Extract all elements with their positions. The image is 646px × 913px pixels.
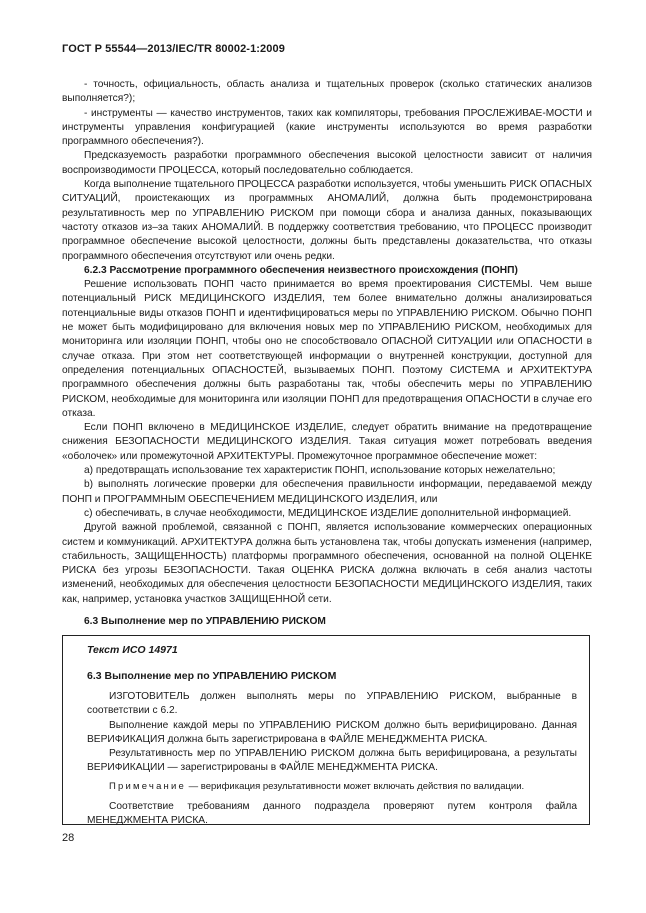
quote-label: Текст ИСО 14971 — [87, 644, 178, 656]
quote-paragraph: Результативность мер по УПРАВЛЕНИЮ РИСКОМ должна быть верифицирована, а результаты ВЕРИФИКАЦИИ — зарегистрированы в ФАЙЛЕ МЕНЕДЖМЕНТА РИСКА. — [87, 748, 577, 774]
paragraph: - точность, официальность, область анализа и тщательных проверок (сколько статических анализов выполняется?); — [62, 79, 592, 105]
page-number: 28 — [62, 832, 75, 844]
paragraph: Когда выполнение тщательного ПРОЦЕССА разработки используется, чтобы уменьшить РИСК ОПАСНЫХ СИТУАЦИЙ, проистекающих из программных АНОМАЛИЙ, должна быть продемонстрирована результативность мер по УПРАВЛЕНИЮ РИСКОМ при помощи сбора и анализа данных, показывающих частоту отказов из–за таких АНОМАЛИЙ. В поддержку соответствия требованию, что ПРОЦЕСС производит программное обеспечение высокой целостности, должны быть представлены доказательства, что отказы программного обеспечения отсутствуют или очень редки. — [62, 179, 592, 262]
quote-paragraph: Выполнение каждой меры по УПРАВЛЕНИЮ РИСКОМ должно быть верифицировано. Данная ВЕРИФИКАЦИЯ должна быть зарегистрирована в ФАЙЛЕ МЕНЕДЖМЕНТА РИСКА. — [87, 719, 577, 745]
list-item: а) предотвращать использование тех характеристик ПОНП, использование которых нежелательно; — [84, 465, 556, 477]
quote-note — [87, 780, 577, 794]
note-text: — верификация результативности может включать действия по валидации. — [186, 780, 525, 792]
note-label: Примечание — [109, 780, 186, 792]
body-text — [62, 78, 592, 629]
section-heading-6-2-3: 6.2.3 Рассмотрение программного обеспечения неизвестного происхождения (ПОНП) — [84, 264, 518, 276]
section-heading-6-3: 6.3 Выполнение мер по УПРАВЛЕНИЮ РИСКОМ — [84, 615, 326, 627]
paragraph: Если ПОНП включено в МЕДИЦИНСКОЕ ИЗДЕЛИЕ, следует обратить внимание на предотвращение снижения БЕЗОПАСНОСТИ МЕДИЦИНСКОГО ИЗДЕЛИЯ. Такая ситуация может потребовать введения «оболочек» или промежуточной АРХИТЕКТУРЫ. Промежуточное программное обеспечение может: — [62, 422, 592, 462]
paragraph: Решение использовать ПОНП часто принимается во время проектирования СИСТЕМЫ. Чем выше потенциальный РИСК МЕДИЦИНСКОГО ИЗДЕЛИЯ, тем более внимательно должны анализироваться потенциальные виды отказов ПОНП и идентифицироваться меры по УПРАВЛЕНИЮ РИСКОМ. Обычно ПОНП не может быть модифицировано для включения новых мер по УПРАВЛЕНИЮ РИСКОМ, необходимых для мониторинга или изоляции ПОНП, чтобы оно не способствовало ОПАСНОЙ СИТУАЦИИ или ОПАСНОСТИ в случае отказа. При этом нет соответствующей информации о внутренней конструкции, доступной для определения потенциальных ОПАСНОСТЕЙ, вызываемых ПОНП. Поэтому СИСТЕМА и АРХИТЕКТУРА программного обеспечения должны быть разработаны так, чтобы обеспечить меры по УПРАВЛЕНИЮ РИСКОМ, необходимые для мониторинга или изоляции ПОНП для предотвращения ОПАСНОСТИ в случае его отказа. — [62, 279, 592, 419]
paragraph: Другой важной проблемой, связанной с ПОНП, является использование коммерческих операционных систем и коммуникаций. АРХИТЕКТУРА должна быть установлена так, чтобы допускать изменения (например, стабильность, ЗАЩИЩЕННОСТЬ) платформы программного обеспечения, основанной на полной ОЦЕНКЕ РИСКА без угрозы БЕЗОПАСНОСТИ. Такая ОЦЕНКА РИСКА должна включать в себя анализ частоты изменений, необходимых для обеспечения целостности БЕЗОПАСНОСТИ МЕДИЦИНСКОГО ИЗДЕЛИЯ, таких как, например, установка участков ЗАЩИЩЕННОЙ сети. — [62, 522, 592, 605]
quote-section-heading: 6.3 Выполнение мер по УПРАВЛЕНИЮ РИСКОМ — [87, 670, 337, 682]
list-item: b) выполнять логические проверки для обеспечения правильности информации, передаваемой между ПОНП и ПРОГРАММНЫМ ОБЕСПЕЧЕНИЕМ МЕДИЦИНСКОГО ИЗДЕЛИЯ, или — [62, 479, 592, 505]
standard-header: ГОСТ Р 55544—2013/IEC/TR 80002-1:2009 — [62, 43, 285, 55]
iso-quote-box — [62, 635, 590, 825]
quote-paragraph: ИЗГОТОВИТЕЛЬ должен выполнять меры по УПРАВЛЕНИЮ РИСКОМ, выбранные в соответствии с 6.2. — [87, 691, 577, 717]
list-item: с) обеспечивать, в случае необходимости, МЕДИЦИНСКОЕ ИЗДЕЛИЕ дополнительной информацией. — [84, 507, 572, 519]
quote-paragraph: Соответствие требованиям данного подраздела проверяют путем контроля файла МЕНЕДЖМЕНТА РИСКА. — [87, 801, 577, 827]
paragraph: - инструменты — качество инструментов, таких как компиляторы, требования ПРОСЛЕЖИВАЕ-МОСТИ и инструменты управления конфигурацией (какие инструменты используются во время разработки программного обеспечения?). — [62, 107, 592, 148]
paragraph: Предсказуемость разработки программного обеспечения высокой целостности зависит от наличия воспроизводимости ПРОЦЕССА, который последовательно соблюдается. — [62, 150, 592, 176]
